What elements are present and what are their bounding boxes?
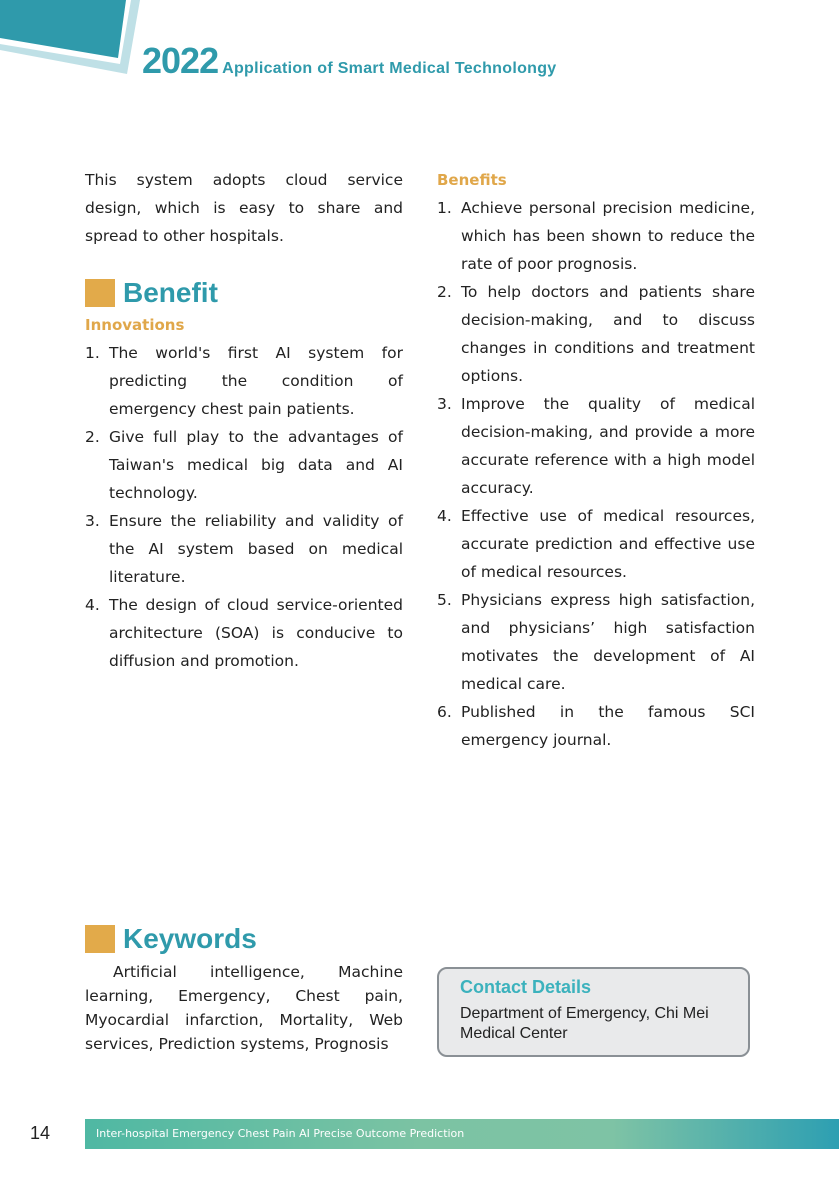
list-number: 4.: [85, 596, 100, 614]
list-number: 5.: [437, 591, 452, 609]
list-item: [85, 591, 403, 675]
footer-text: Inter-hospital Emergency Chest Pain AI Precise Outcome Prediction: [96, 1127, 465, 1140]
list-text: Improve the quality of medical decision-making, and provide a more accurate reference with a high model accuracy.: [461, 395, 755, 497]
list-text: Physicians express high satisfaction, and physicians’ high satisfaction motivates the development of AI medical care.: [461, 591, 755, 693]
list-item: [85, 507, 403, 591]
list-text: Published in the famous SCI emergency journal.: [461, 703, 755, 749]
section-marker-icon: [85, 279, 115, 307]
benefits-list: [437, 194, 755, 754]
corner-decoration: [0, 0, 145, 80]
keywords-block: [85, 960, 403, 1056]
list-text: The world's first AI system for predicting the condition of emergency chest pain patients.: [109, 344, 403, 418]
page-header: [142, 40, 557, 82]
footer-bar: [85, 1119, 839, 1149]
list-number: 3.: [85, 512, 100, 530]
header-title: Application of Smart Medical Technolongy: [222, 60, 557, 77]
contact-text: Department of Emergency, Chi Mei Medical Center: [460, 1005, 709, 1042]
list-text: To help doctors and patients share decision-making, and to discuss changes in conditions and treatment options.: [461, 283, 755, 385]
list-number: 3.: [437, 395, 452, 413]
innovations-block: [85, 311, 403, 675]
benefits-block: [437, 166, 755, 754]
list-item: [85, 339, 403, 423]
list-number: 2.: [437, 283, 452, 301]
list-item: [437, 502, 755, 586]
innovations-heading: Innovations: [85, 316, 185, 334]
list-number: 1.: [437, 199, 452, 217]
contact-details-box: [437, 967, 750, 1057]
benefit-heading: [85, 277, 403, 309]
list-number: 2.: [85, 428, 100, 446]
keywords-text: Artificial intelligence, Machine learning, Emergency, Chest pain, Myocardial infarction, Mortality, Web services, Prediction systems, Prognosis: [85, 963, 403, 1053]
innovations-list: [85, 339, 403, 675]
list-text: Effective use of medical resources, accurate prediction and effective use of medical resources.: [461, 507, 755, 581]
benefit-title: Benefit: [123, 277, 218, 308]
header-year: 2022: [142, 40, 219, 81]
list-item: [437, 698, 755, 754]
list-item: [85, 423, 403, 507]
keywords-title: Keywords: [123, 923, 257, 954]
intro-paragraph-block: [85, 166, 403, 250]
list-item: [437, 278, 755, 390]
list-text: The design of cloud service-oriented architecture (SOA) is conducive to diffusion and promotion.: [109, 596, 403, 670]
list-number: 4.: [437, 507, 452, 525]
list-item: [437, 586, 755, 698]
list-text: Give full play to the advantages of Taiwan's medical big data and AI technology.: [109, 428, 403, 502]
list-item: [437, 194, 755, 278]
contact-title: Contact Details: [460, 977, 592, 997]
benefits-heading: Benefits: [437, 171, 507, 189]
list-number: 6.: [437, 703, 452, 721]
page-number: 14: [30, 1123, 51, 1143]
list-item: [437, 390, 755, 502]
list-text: Ensure the reliability and validity of the AI system based on medical literature.: [109, 512, 403, 586]
list-text: Achieve personal precision medicine, which has been shown to reduce the rate of poor prognosis.: [461, 199, 755, 273]
section-marker-icon: [85, 925, 115, 953]
intro-paragraph: This system adopts cloud service design, which is easy to share and spread to other hospitals.: [85, 171, 403, 245]
keywords-heading: [85, 923, 403, 955]
list-number: 1.: [85, 344, 100, 362]
